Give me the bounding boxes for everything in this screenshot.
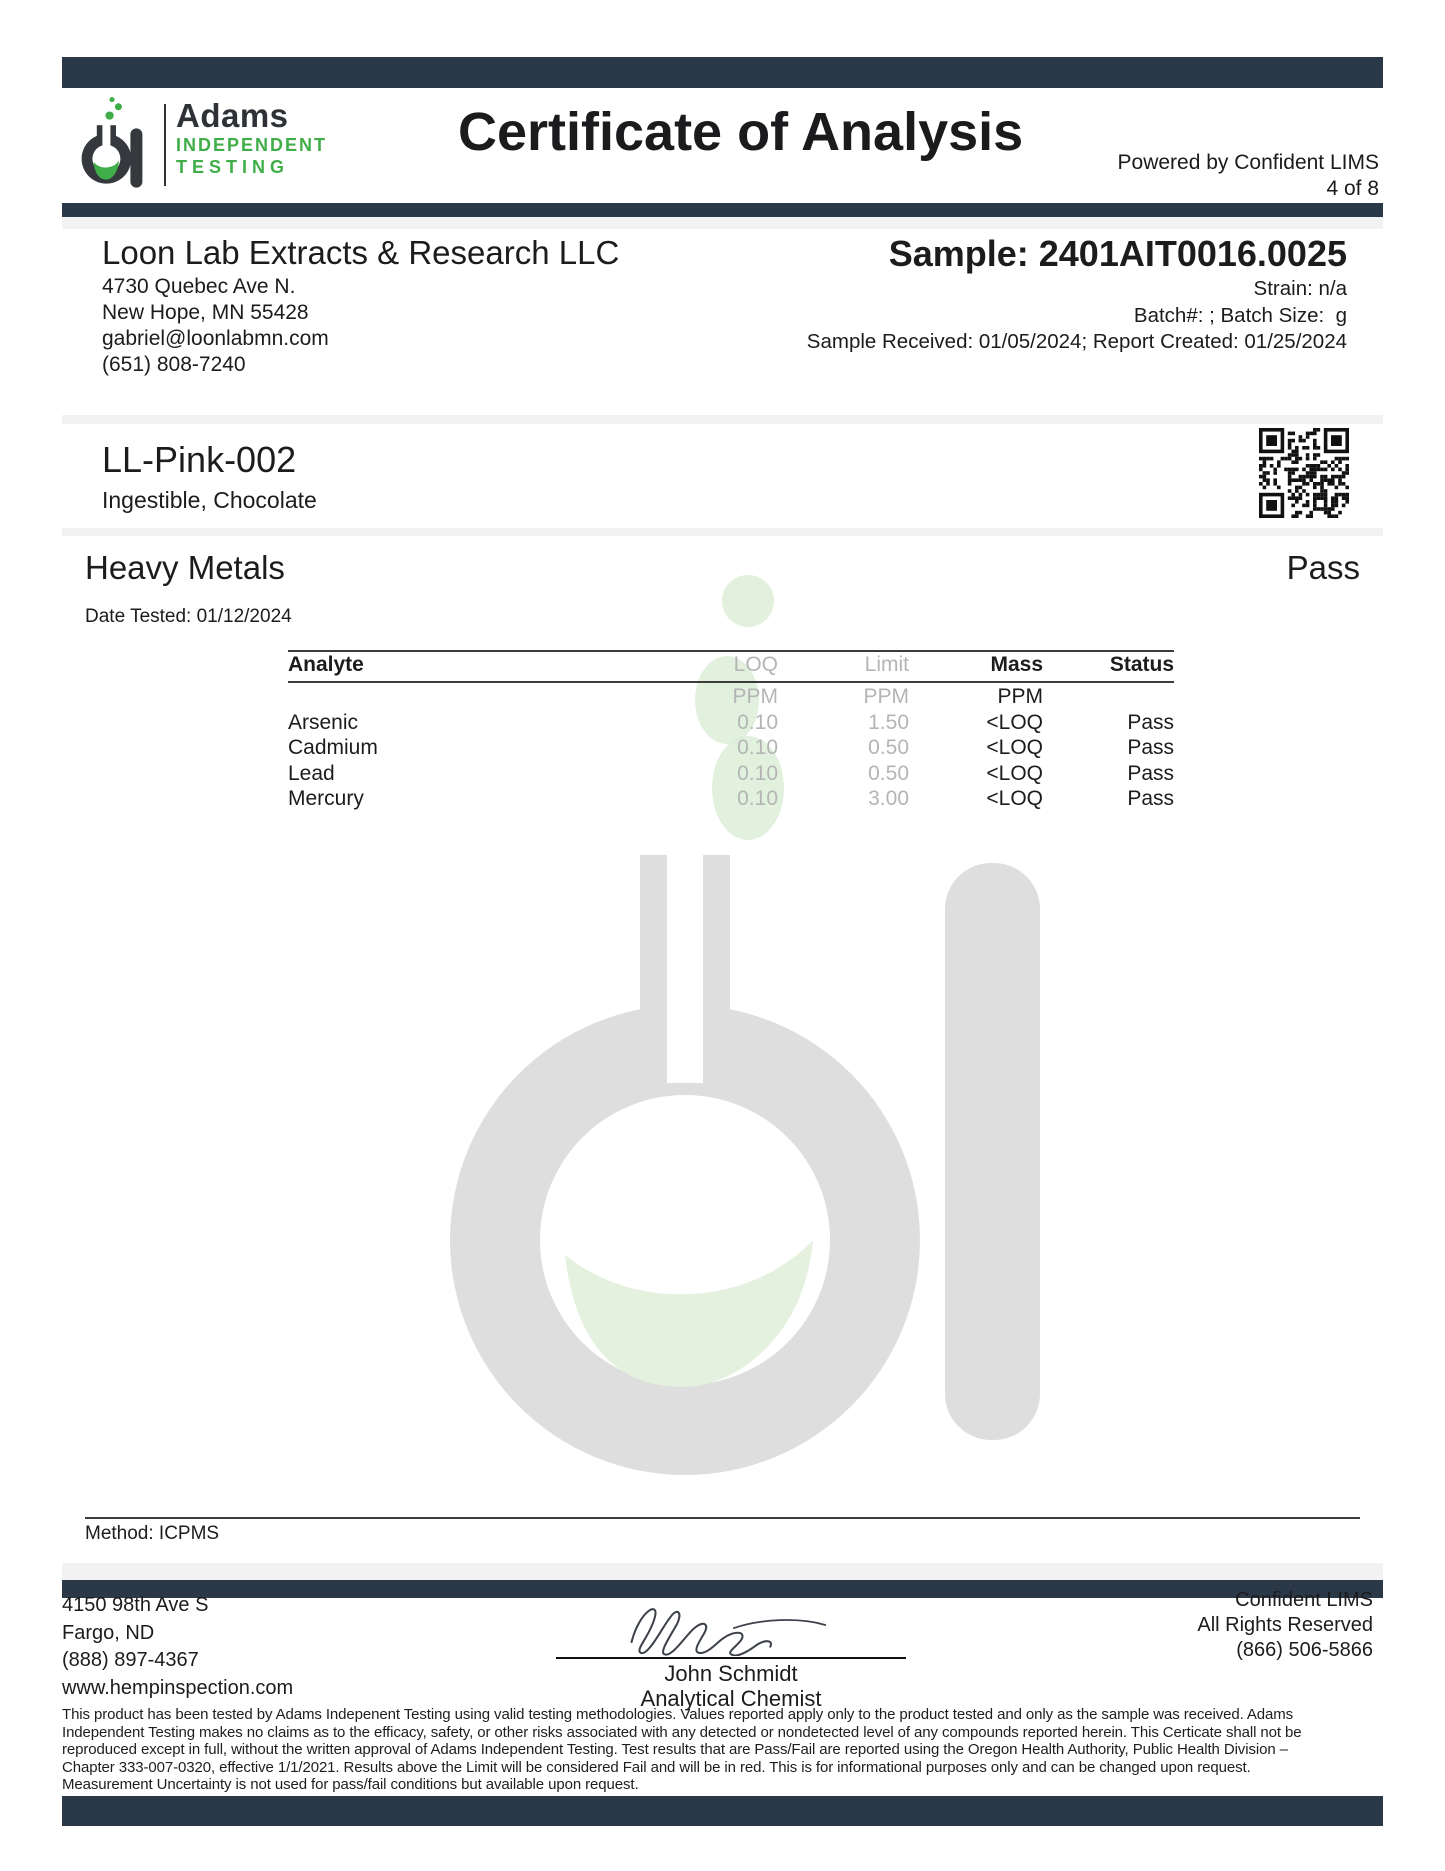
adams-flask-logo-icon: [76, 94, 156, 190]
mass-value: <LOQ: [986, 761, 1043, 785]
date-tested: Date Tested: 01/12/2024: [85, 606, 292, 627]
signer-name: John Schmidt: [664, 1661, 798, 1686]
limit-value: 1.50: [868, 710, 909, 734]
lims-name: Confident LIMS: [1235, 1589, 1373, 1611]
table-units-row: [288, 683, 1174, 710]
product-name: LL-Pink-002: [102, 439, 297, 480]
limit-value: 0.50: [868, 761, 909, 785]
mass-value: <LOQ: [986, 710, 1043, 734]
header-meta: [1118, 150, 1379, 202]
limit-value: 0.50: [868, 736, 909, 760]
status-value: Pass: [1127, 710, 1174, 734]
col-header-mass: Mass: [990, 653, 1043, 676]
client-name: Loon Lab Extracts & Research LLC: [102, 234, 620, 271]
section-gap: [62, 528, 1383, 536]
disclaimer-line: Chapter 333-007-0320, effective 1/1/2021. Results above the Limit will be considered Fail and will be in red. This is for informational purposes only and can be changed upon request.: [62, 1758, 1251, 1776]
disclaimer: [62, 1706, 1383, 1794]
document-title: Certificate of Analysis: [458, 102, 1024, 162]
units-limit: PPM: [863, 684, 909, 708]
client-address2: New Hope, MN 55428: [102, 301, 309, 324]
sample-info-block: [807, 232, 1347, 356]
client-address1: 4730 Quebec Ave N.: [102, 275, 296, 298]
lab-contact-block: [62, 1592, 293, 1702]
sample-id: Sample: 2401AIT0016.0025: [888, 233, 1347, 274]
disclaimer-line: This product has been tested by Adams Indepenent Testing using valid testing methodologies. Values reported apply only to the product tested and only as the sample was received. Adams: [62, 1706, 1294, 1723]
client-email: gabriel@loonlabmn.com: [102, 327, 329, 350]
section-gap: [62, 1563, 1383, 1580]
analyte-name: Lead: [288, 761, 335, 785]
heavy-metals-table: [288, 650, 1174, 812]
lims-rights: All Rights Reserved: [1197, 1614, 1373, 1636]
sample-strain: Strain: n/a: [1253, 277, 1347, 300]
watermark-flask-logo: [405, 855, 1065, 1505]
limit-value: 3.00: [868, 787, 909, 811]
loq-value: 0.10: [737, 761, 778, 785]
analyte-name: Arsenic: [288, 710, 359, 734]
col-header-loq: LOQ: [733, 653, 778, 676]
table-header-row: [288, 650, 1174, 683]
watermark-bubble: [722, 575, 774, 627]
lab-phone: (888) 897-4367: [62, 1649, 199, 1671]
client-info-block: [102, 232, 619, 378]
method-text: Method: ICPMS: [85, 1523, 220, 1544]
analyte-name: Mercury: [288, 787, 364, 811]
signer-title: Analytical Chemist: [640, 1686, 822, 1711]
client-phone: (651) 808-7240: [102, 353, 246, 376]
table-row: [288, 710, 1174, 736]
top-divider-bar: [62, 57, 1383, 88]
brand-line1: INDEPENDENT: [176, 135, 328, 155]
lab-address1: 4150 98th Ave S: [62, 1594, 209, 1616]
status-value: Pass: [1127, 736, 1174, 760]
table-row: [288, 761, 1174, 787]
section-gap: [62, 217, 1383, 229]
col-header-status: Status: [1109, 653, 1174, 676]
signature-line: [556, 1657, 906, 1659]
col-header-limit: Limit: [864, 653, 909, 676]
product-category: Ingestible, Chocolate: [102, 487, 317, 513]
lab-website: www.hempinspection.com: [62, 1676, 294, 1699]
method-divider: [85, 1517, 1360, 1519]
lims-phone: (866) 506-5866: [1236, 1639, 1373, 1661]
sample-received: Sample Received: 01/05/2024; Report Created: 01/25/2024: [806, 330, 1347, 353]
section-gap: [62, 415, 1383, 424]
page-indicator: 4 of 8: [1326, 177, 1379, 200]
col-header-analyte: Analyte: [288, 653, 364, 676]
status-value: Pass: [1127, 787, 1174, 811]
units-loq: PPM: [732, 684, 778, 708]
section-title: Heavy Metals: [85, 549, 285, 586]
section-status: Pass: [1286, 549, 1360, 586]
lab-address2: Fargo, ND: [62, 1621, 155, 1644]
lims-block: [1197, 1588, 1373, 1663]
mass-value: <LOQ: [986, 736, 1043, 760]
brand-line2: TESTING: [176, 157, 290, 177]
disclaimer-line: Measurement Uncertainty is not used for pass/fail conditions but available upon request.: [62, 1776, 639, 1794]
bottom-bar: [62, 1796, 1383, 1826]
header-bottom-bar: [62, 203, 1383, 217]
qr-code: [1259, 428, 1349, 518]
analyte-name: Cadmium: [288, 736, 378, 760]
loq-value: 0.10: [737, 736, 778, 760]
loq-value: 0.10: [737, 787, 778, 811]
sample-batch: Batch#: ; Batch Size: g: [1133, 303, 1347, 327]
units-mass: PPM: [997, 684, 1043, 708]
table-row: [288, 787, 1174, 813]
logo-text-block: [176, 98, 327, 178]
loq-value: 0.10: [737, 710, 778, 734]
signature-image: [585, 1594, 875, 1656]
status-value: Pass: [1127, 761, 1174, 785]
logo-divider: [164, 104, 166, 186]
brand-name: Adams: [176, 97, 289, 134]
powered-by: Powered by Confident LIMS: [1117, 151, 1379, 174]
table-row: [288, 736, 1174, 762]
disclaimer-line: Independent Testing makes no claims as to the efficacy, safety, or other risks associated with any detected or nondetected level of any compounds reported herein. This Certicate shall not be: [62, 1723, 1302, 1741]
mass-value: <LOQ: [986, 787, 1043, 811]
disclaimer-line: reproduced except in full, without the written approval of Adams Independent Testing. Test results that are Pass/Fail are reported using the Oregon Health Authority, Public Health Division –: [62, 1741, 1288, 1759]
